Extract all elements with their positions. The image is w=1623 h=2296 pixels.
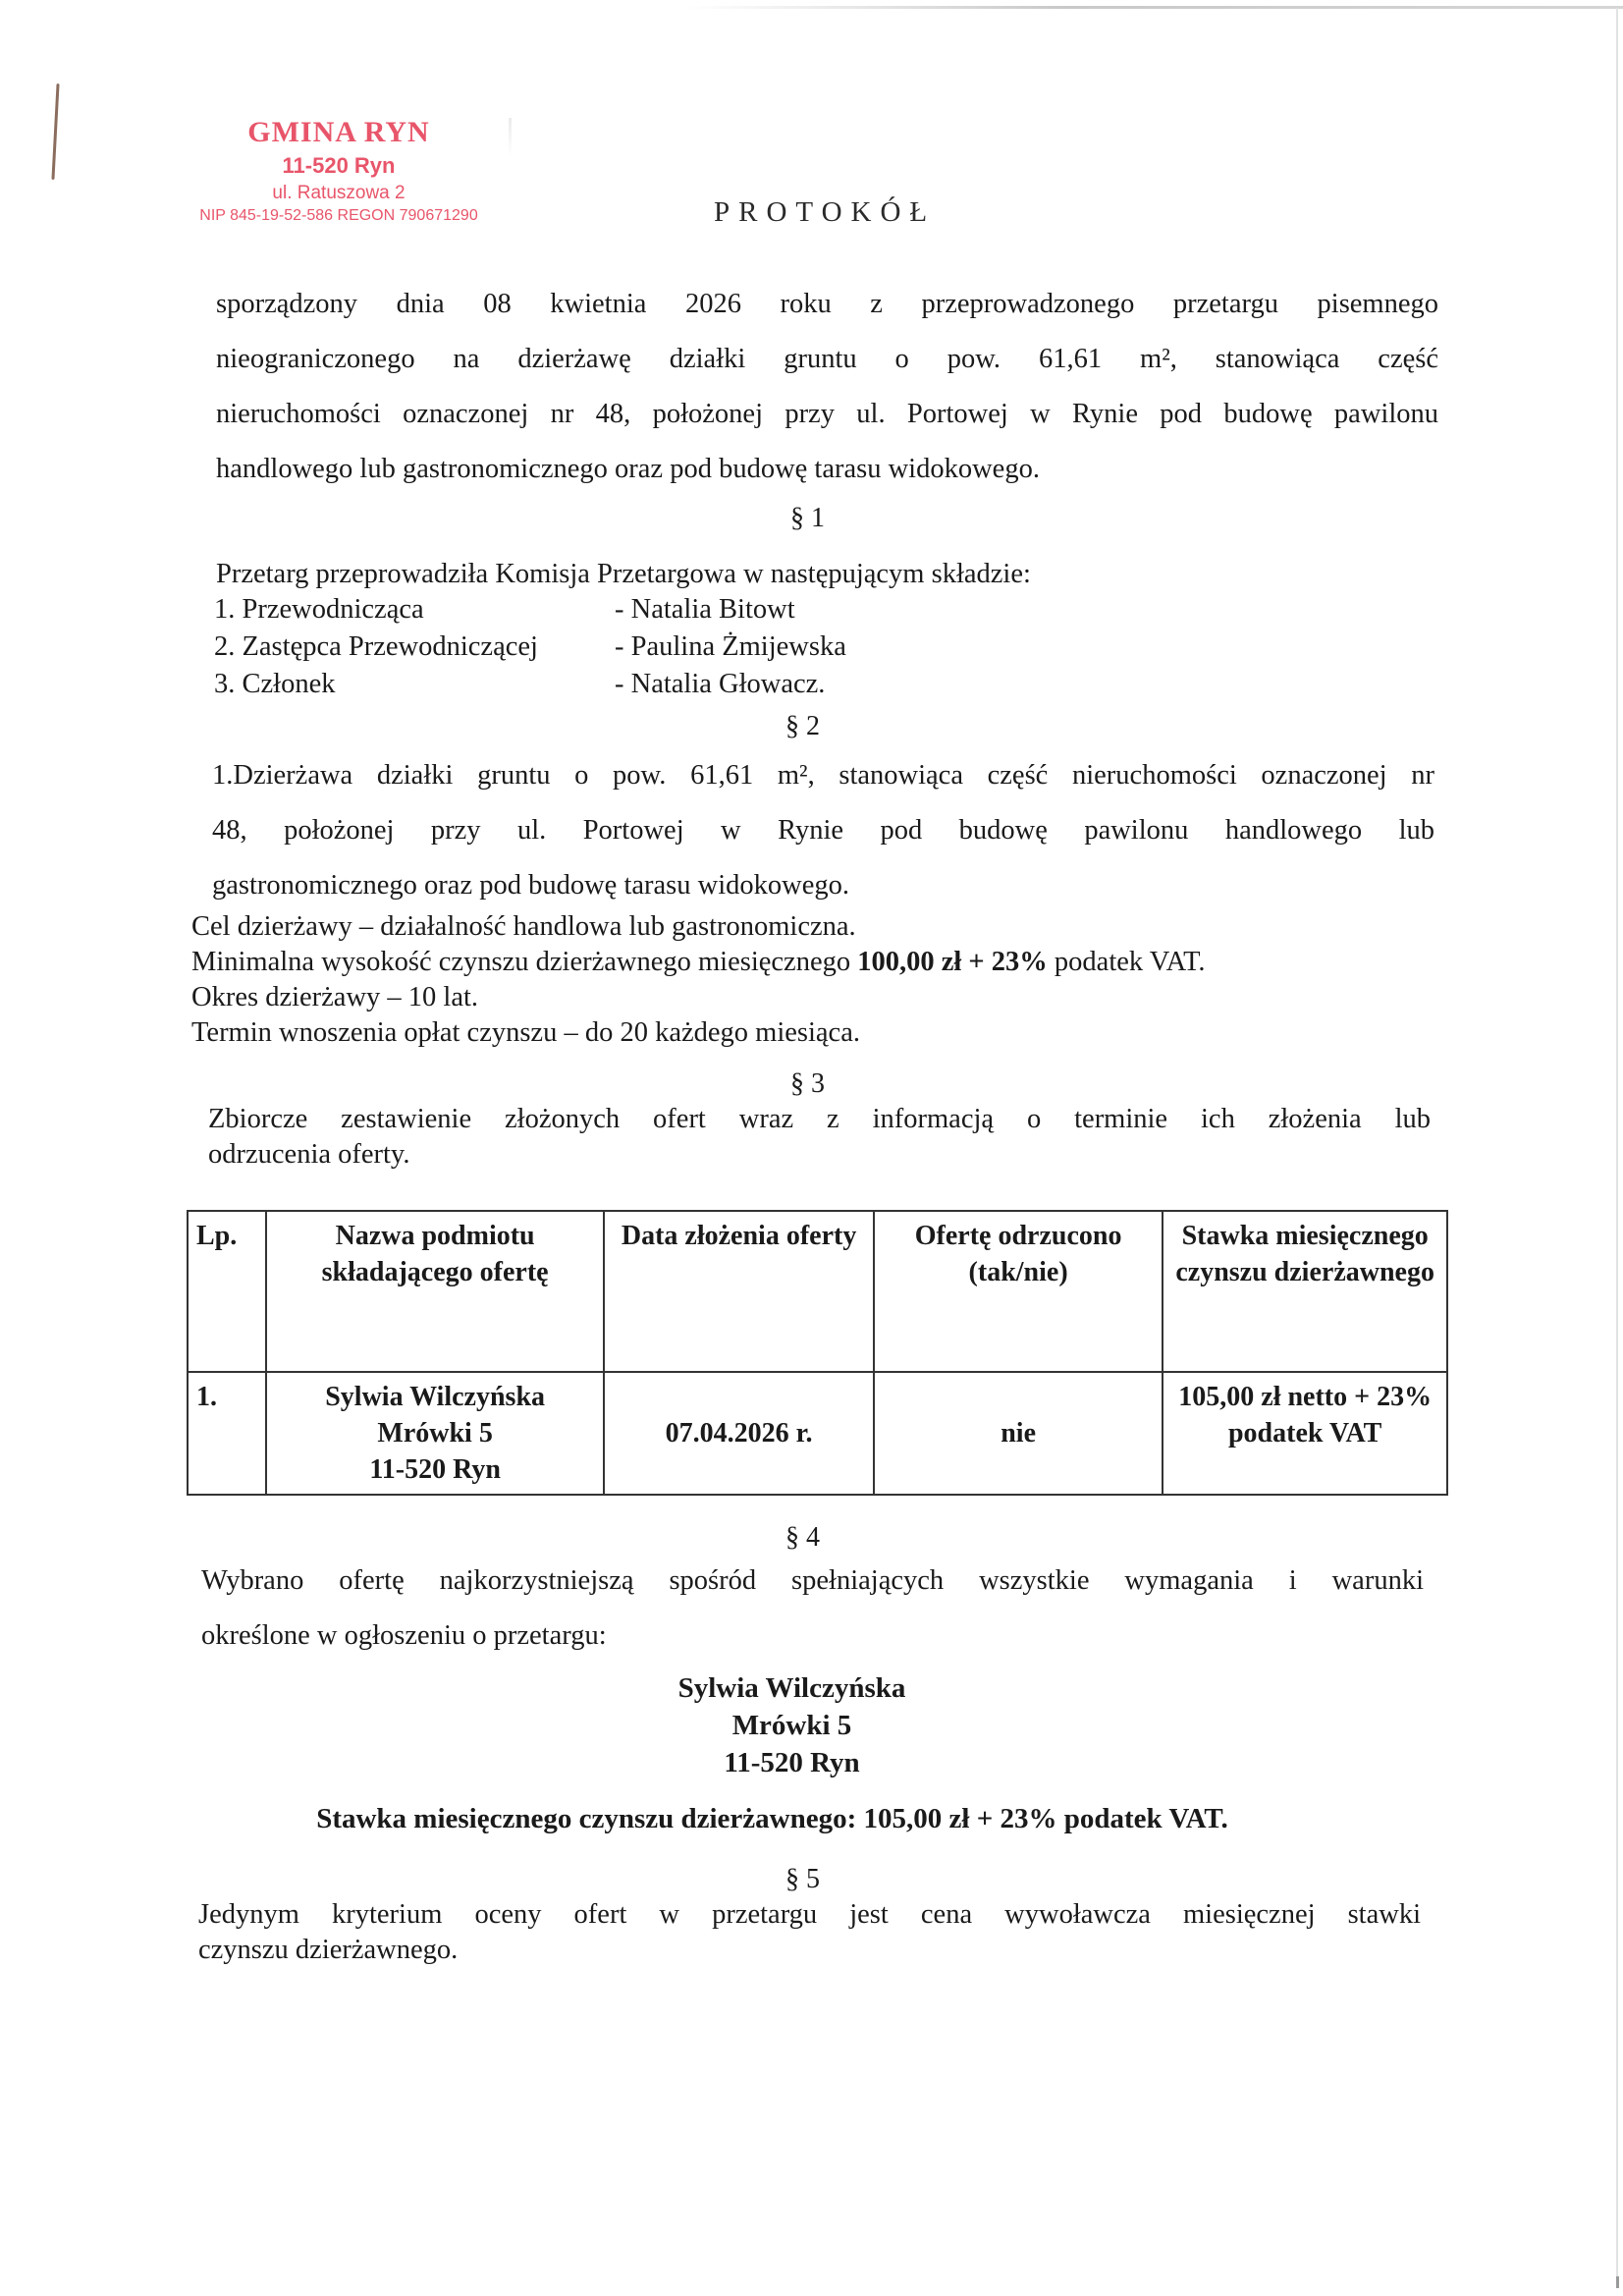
table-header-row	[188, 1211, 1447, 1372]
col-bidder-name: Nazwa podmiotu składającego ofertę	[266, 1211, 604, 1372]
section-4-heading: § 4	[785, 1522, 820, 1553]
cell-bidder	[266, 1372, 604, 1495]
stamp-name: GMINA RYN	[247, 116, 430, 148]
stamp-smudge	[509, 118, 512, 157]
intro-line: nieograniczonego na dzierżawę działki gruntu o pow. 61,61 m², stanowiąca część	[216, 344, 1438, 374]
section-4-paragraph: Wybrano ofertę najkorzystniejszą spośród spełniających wszystkie wymagania i warunki określone w ogłoszeniu o przetargu:	[201, 1565, 1424, 1651]
intro-line: sporządzony dnia 08 kwietnia 2026 roku z przeprowadzonego przetargu pisemnego	[216, 289, 1438, 319]
scan-edge-right	[1616, 8, 1618, 2286]
col-rejected: Ofertę odrzucono (tak/nie)	[874, 1211, 1163, 1372]
section-2-heading: § 2	[785, 711, 820, 741]
section-1-heading: § 1	[790, 503, 825, 533]
section-5-heading: § 5	[785, 1864, 820, 1894]
stamp-tax-ids: NIP 845-19-52-586 REGON 790671290	[199, 207, 478, 224]
intro-line: nieruchomości oznaczonej nr 48, położonej przy ul. Portowej w Rynie pod budowę pawilonu	[216, 399, 1438, 429]
member-name: - Natalia Bitowt	[615, 594, 795, 625]
section-5-paragraph: Jedynym kryterium oceny ofert w przetargu jest cena wywoławcza miesięcznej stawki czynszu dzierżawnego.	[198, 1899, 1421, 1965]
bidder-name: Sylwia Wilczyńska	[325, 1382, 546, 1412]
document-title: PROTOKÓŁ	[714, 196, 937, 228]
section-3-paragraph: Zbiorcze zestawienie złożonych ofert wraz z informacją o terminie ich złożenia lub odrzucenia oferty.	[208, 1104, 1431, 1170]
section-1-intro: Przetarg przeprowadziła Komisja Przetargowa w następującym składzie:	[216, 559, 1031, 589]
member-role: 3. Członek	[214, 669, 336, 699]
offers-table	[187, 1210, 1448, 1496]
cell-rate: 105,00 zł netto + 23% podatek VAT	[1163, 1372, 1447, 1495]
section-3-heading: § 3	[790, 1068, 825, 1099]
lease-period: Okres dzierżawy – 10 lat.	[191, 982, 479, 1012]
bidder-street: Mrówki 5	[377, 1418, 493, 1449]
lease-purpose: Cel dzierżawy – działalność handlowa lub gastronomiczna.	[191, 911, 856, 942]
minimum-rent: Minimalna wysokość czynszu dzierżawnego miesięcznego 100,00 zł + 23% podatek VAT.	[191, 947, 1206, 977]
scan-edge-mark	[1616, 2276, 1619, 2288]
cell-date: 07.04.2026 r.	[604, 1372, 874, 1495]
member-name: - Natalia Głowacz.	[615, 669, 826, 699]
payment-term: Termin wnoszenia opłat czynszu – do 20 każdego miesiąca.	[191, 1017, 860, 1048]
winner-name: Sylwia Wilczyńska	[677, 1672, 906, 1704]
lease-terms	[191, 909, 1206, 1051]
winning-rate: Stawka miesięcznego czynszu dzierżawnego: 105,00 zł + 23% podatek VAT.	[316, 1803, 1228, 1834]
intro-paragraph	[216, 277, 1438, 497]
scan-edge-top	[687, 6, 1623, 9]
section-2-paragraph: 1.Dzierżawa działki gruntu o pow. 61,61 m², stanowiąca część nieruchomości oznaczonej nr 48, położonej przy ul. Portowej w Rynie pod budowę pawilonu handlowego lub gastronomicznego oraz pod budowę tarasu widokowego.	[212, 760, 1434, 901]
col-lp: Lp.	[188, 1211, 266, 1372]
minimum-rent-amount: 100,00 zł + 23%	[857, 947, 1048, 977]
member-name: - Paulina Żmijewska	[615, 631, 846, 662]
pen-mark	[51, 83, 59, 180]
cell-rejected: nie	[874, 1372, 1163, 1495]
table-row	[188, 1372, 1447, 1495]
winner-street: Mrówki 5	[731, 1710, 852, 1741]
stamp-address: ul. Ratuszowa 2	[272, 183, 406, 203]
selected-offer	[0, 1669, 1603, 1781]
col-submission-date: Data złożenia oferty	[604, 1211, 874, 1372]
bidder-city: 11-520 Ryn	[369, 1454, 501, 1485]
cell-lp: 1.	[188, 1372, 266, 1495]
intro-line: handlowego lub gastronomicznego oraz pod budowę tarasu widokowego.	[216, 454, 1040, 484]
winner-city: 11-520 Ryn	[724, 1747, 860, 1778]
col-monthly-rate: Stawka miesięcznego czynszu dzierżawnego	[1163, 1211, 1447, 1372]
member-role: 2. Zastępca Przewodniczącej	[214, 631, 538, 662]
stamp-postcode: 11-520 Ryn	[282, 153, 396, 178]
municipality-stamp	[147, 116, 530, 225]
member-role: 1. Przewodnicząca	[214, 594, 424, 625]
